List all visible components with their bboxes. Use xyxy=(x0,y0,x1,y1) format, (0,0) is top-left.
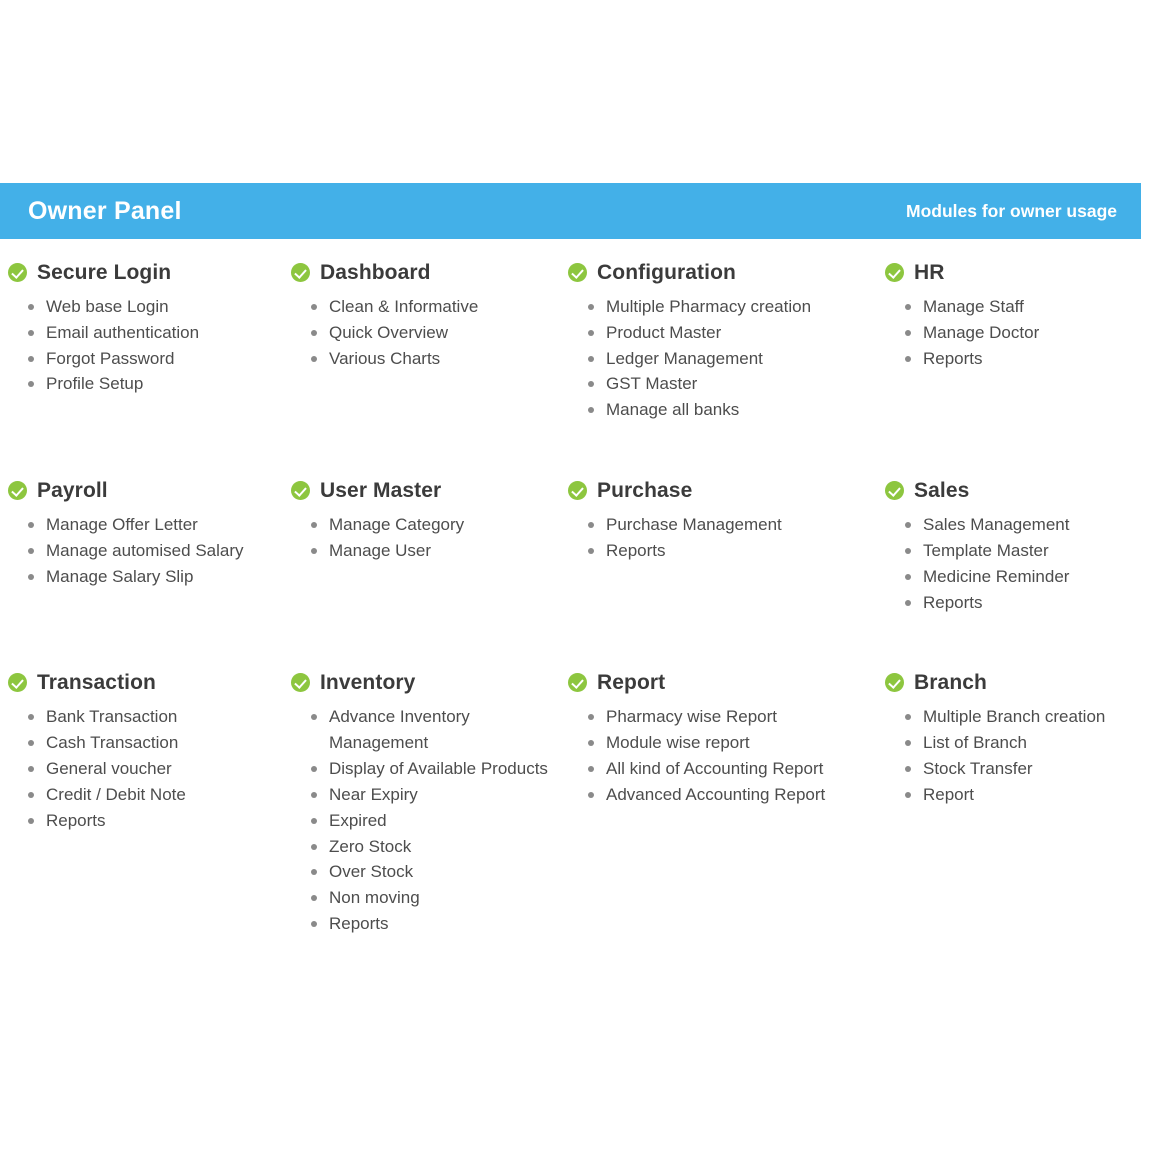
module-card-report xyxy=(568,672,877,807)
page-title: Owner Panel xyxy=(28,196,182,225)
modules-column-1c xyxy=(8,672,291,970)
list-item: Module wise report xyxy=(586,730,877,756)
module-feature-list xyxy=(568,512,877,564)
modules-column-3b xyxy=(568,480,885,649)
modules-column-2 xyxy=(291,262,568,457)
list-item: Web base Login xyxy=(26,294,283,320)
modules-row-2 xyxy=(8,480,1153,649)
modules-column-1 xyxy=(8,262,291,457)
list-item: Profile Setup xyxy=(26,371,283,397)
list-item: Email authentication xyxy=(26,320,283,346)
check-circle-icon xyxy=(885,673,904,692)
list-item: Bank Transaction xyxy=(26,704,283,730)
module-title: Secure Login xyxy=(37,261,172,284)
module-card-secure-login xyxy=(8,262,283,397)
module-header xyxy=(568,262,877,283)
list-item: Pharmacy wise Report xyxy=(586,704,877,730)
modules-column-3c xyxy=(568,672,885,970)
list-item: Reports xyxy=(309,911,560,937)
check-circle-icon xyxy=(8,481,27,500)
module-card-configuration xyxy=(568,262,877,423)
list-item: Reports xyxy=(26,808,283,834)
module-card-inventory xyxy=(291,672,560,936)
list-item: General voucher xyxy=(26,756,283,782)
module-header xyxy=(291,480,560,501)
module-header xyxy=(885,262,1145,283)
module-feature-list xyxy=(885,704,1145,807)
list-item: Zero Stock xyxy=(309,834,560,860)
module-card-transaction xyxy=(8,672,283,833)
modules-grid xyxy=(8,262,1153,971)
module-card-purchase xyxy=(568,480,877,564)
check-circle-icon xyxy=(291,673,310,692)
list-item: Quick Overview xyxy=(309,320,560,346)
check-circle-icon xyxy=(568,481,587,500)
check-circle-icon xyxy=(568,263,587,282)
list-item: Various Charts xyxy=(309,346,560,372)
module-title: Dashboard xyxy=(320,261,431,284)
list-item: Near Expiry xyxy=(309,782,560,808)
list-item: Manage automised Salary xyxy=(26,538,283,564)
list-item: Multiple Pharmacy creation xyxy=(586,294,877,320)
modules-column-1b xyxy=(8,480,291,649)
modules-column-3 xyxy=(568,262,885,457)
module-card-branch xyxy=(885,672,1145,807)
list-item: Product Master xyxy=(586,320,877,346)
module-feature-list xyxy=(8,704,283,833)
module-title: Transaction xyxy=(37,671,156,695)
list-item: Manage Category xyxy=(309,512,560,538)
module-header xyxy=(568,480,877,501)
module-header xyxy=(8,262,283,283)
list-item: Advanced Accounting Report xyxy=(586,782,877,808)
module-card-dashboard xyxy=(291,262,560,371)
list-item: Cash Transaction xyxy=(26,730,283,756)
module-feature-list xyxy=(8,294,283,397)
list-item: Template Master xyxy=(903,538,1145,564)
list-item: Manage Staff xyxy=(903,294,1145,320)
module-title: Purchase xyxy=(597,479,693,503)
module-title: Configuration xyxy=(597,261,736,284)
module-card-hr xyxy=(885,262,1145,371)
list-item: Stock Transfer xyxy=(903,756,1145,782)
list-item: Expired xyxy=(309,808,560,834)
module-feature-list xyxy=(291,512,560,564)
module-feature-list xyxy=(291,294,560,371)
module-title: Inventory xyxy=(320,671,416,695)
check-circle-icon xyxy=(885,263,904,282)
module-card-user-master xyxy=(291,480,560,564)
check-circle-icon xyxy=(291,481,310,500)
list-item: Multiple Branch creation xyxy=(903,704,1145,730)
list-item: All kind of Accounting Report xyxy=(586,756,877,782)
module-feature-list xyxy=(8,512,283,589)
list-item: Manage Salary Slip xyxy=(26,564,283,590)
list-item: Display of Available Products xyxy=(309,756,560,782)
check-circle-icon xyxy=(885,481,904,500)
check-circle-icon xyxy=(568,673,587,692)
module-card-sales xyxy=(885,480,1145,615)
module-feature-list xyxy=(885,294,1145,371)
list-item: Medicine Reminder xyxy=(903,564,1145,590)
modules-column-4b xyxy=(885,480,1153,649)
list-item: Clean & Informative xyxy=(309,294,560,320)
modules-column-4 xyxy=(885,262,1153,457)
list-item: Reports xyxy=(903,346,1145,372)
module-feature-list xyxy=(885,512,1145,615)
list-item: Over Stock xyxy=(309,859,560,885)
module-title: Payroll xyxy=(37,479,108,503)
module-card-payroll xyxy=(8,480,283,589)
modules-row-3 xyxy=(8,672,1153,970)
module-header xyxy=(291,262,560,283)
module-title: Sales xyxy=(914,479,970,503)
list-item: GST Master xyxy=(586,371,877,397)
module-title: HR xyxy=(914,261,945,284)
module-title: Branch xyxy=(914,671,987,695)
module-feature-list xyxy=(568,704,877,807)
list-item: Report xyxy=(903,782,1145,808)
modules-column-2b xyxy=(291,480,568,649)
check-circle-icon xyxy=(291,263,310,282)
list-item: Reports xyxy=(903,590,1145,616)
module-feature-list xyxy=(568,294,877,423)
list-item: Forgot Password xyxy=(26,346,283,372)
list-item: Reports xyxy=(586,538,877,564)
list-item: Manage Offer Letter xyxy=(26,512,283,538)
list-item: Ledger Management xyxy=(586,346,877,372)
header-subtitle: Modules for owner usage xyxy=(906,200,1117,221)
list-item: Manage all banks xyxy=(586,397,877,423)
list-item: Advance Inventory Management xyxy=(309,704,560,756)
modules-column-2c xyxy=(291,672,568,970)
module-header xyxy=(885,672,1145,693)
list-item: List of Branch xyxy=(903,730,1145,756)
list-item: Manage Doctor xyxy=(903,320,1145,346)
module-header xyxy=(568,672,877,693)
module-title: User Master xyxy=(320,479,442,503)
list-item: Non moving xyxy=(309,885,560,911)
panel-header xyxy=(0,183,1141,239)
list-item: Sales Management xyxy=(903,512,1145,538)
check-circle-icon xyxy=(8,673,27,692)
modules-column-4c xyxy=(885,672,1153,970)
module-header xyxy=(8,672,283,693)
list-item: Purchase Management xyxy=(586,512,877,538)
module-feature-list xyxy=(291,704,560,936)
list-item: Credit / Debit Note xyxy=(26,782,283,808)
module-title: Report xyxy=(597,671,666,695)
check-circle-icon xyxy=(8,263,27,282)
list-item: Manage User xyxy=(309,538,560,564)
module-header xyxy=(8,480,283,501)
modules-row-1 xyxy=(8,262,1153,457)
module-header xyxy=(885,480,1145,501)
module-header xyxy=(291,672,560,693)
